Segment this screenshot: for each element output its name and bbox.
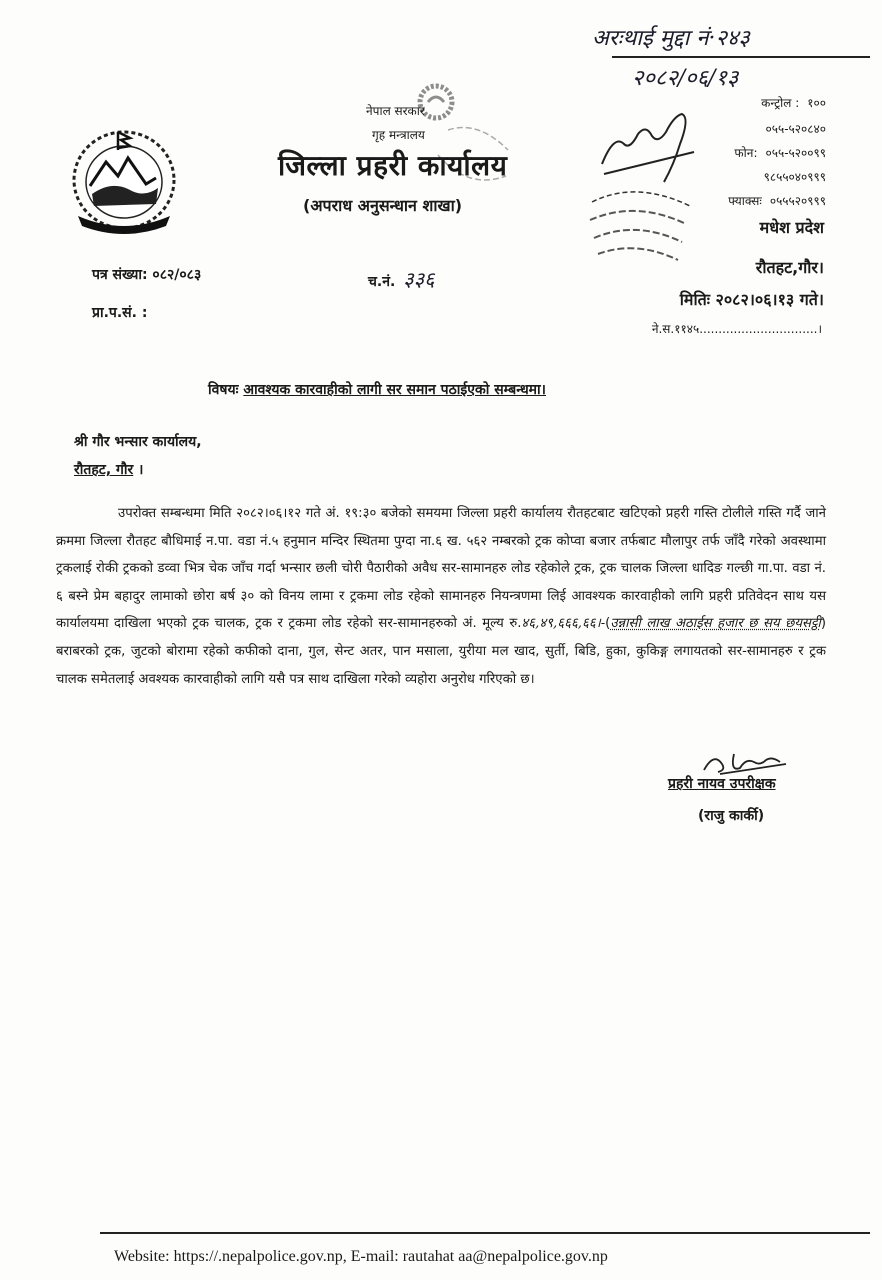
- fax-number: [728, 192, 826, 209]
- dispatch-value: ३३६: [403, 267, 435, 291]
- body-paragraph: [56, 500, 826, 693]
- phone-label: फोन:: [734, 146, 758, 160]
- customs-office-stamp: [586, 180, 696, 275]
- recipient-location-text: रौतहट, गौर: [74, 462, 134, 478]
- amount-figure: ४६,४९,६६६,६६।-: [521, 616, 606, 632]
- officer-signature: [700, 748, 790, 776]
- body-text-part2: ) बराबरको ट्रक, जुटको बोरामा रहेको कफीको दाना, गुल, सेन्ट अतर, पान मसाला, युरीया मल खाद, सुर्ती, बिडि, हुका, कुकिङ्ग लगायतको सर-सामानहरु र ट्रक चालक समेतलाई अवश्यक कारवाहीको लागि यसै पत्र साथ दाखिला गरेको व्यहोरा अनुरोध गरिएको छ।: [56, 616, 826, 687]
- recipient-location: [74, 460, 143, 479]
- phone-3: [764, 168, 826, 185]
- fax-value: ०५५५२०९९९: [769, 194, 826, 208]
- nepal-sambat-year: ने.स.११४५: [651, 322, 700, 336]
- case-number-underline: [612, 56, 870, 58]
- handwritten-case-number: अरःथाई मुद्दा नं·२४३: [592, 26, 750, 51]
- recipient-office: श्री गौर भन्सार कार्यालय,: [74, 434, 202, 450]
- subject-text: आवश्यक कारवाहीको लागी सर समान पठाईएको सम्बन्धमा।: [243, 382, 546, 398]
- control-number: [761, 94, 826, 111]
- phone-2: [734, 144, 826, 161]
- letter-date: मितिः २०८२।०६।१३ गते।: [679, 290, 824, 309]
- footer-contact: Website: https://.nepalpolice.gov.np, E-mail: rautahat aa@nepalpolice.gov.np: [114, 1248, 608, 1265]
- recipient-location-end: ।: [138, 462, 144, 478]
- nepal-sambat: [652, 320, 822, 337]
- nepal-emblem-icon: [66, 124, 182, 236]
- letter-body: [56, 500, 826, 693]
- phone-number: ०५५-५२०८४०: [765, 122, 826, 136]
- signatory-name: (राजु कार्की): [698, 808, 765, 824]
- district: रौतहट,गौर।: [755, 258, 824, 277]
- footer-divider: [100, 1232, 870, 1234]
- nepal-sambat-blank: ...............................।: [699, 322, 822, 336]
- phone-number: ०५५-५२००९९: [765, 146, 826, 160]
- dispatch-number: [368, 265, 435, 292]
- phone-1: [766, 120, 827, 137]
- signature-scribble: [594, 104, 704, 184]
- signatory-designation: प्रहरी नायव उपरीक्षक: [668, 776, 776, 792]
- fax-label: फ्याक्सः: [728, 194, 762, 208]
- reference-number: प्रा.प.सं. :: [92, 305, 148, 321]
- branch-name: (अपराध अनुसन्धान शाखा): [303, 196, 463, 215]
- handwritten-case-date: २०८२/०६/१३: [632, 66, 739, 91]
- government-name: नेपाल सरकार: [366, 104, 425, 118]
- province: मधेश प्रदेश: [759, 218, 824, 237]
- dispatch-label: च.नं.: [368, 274, 396, 290]
- amount-paren: (: [605, 616, 611, 632]
- ministry-name: गृह मन्त्रालय: [372, 128, 425, 142]
- body-text-part1: उपरोक्त सम्बन्धमा मिति २०८२।०६।१२ गते अं. १९:३० बजेको समयमा जिल्ला प्रहरी कार्यालय रौतहटबाट खटिएको प्रहरी गस्ति टोलीले गस्ति गर्दै जाने क्रममा जिल्ला रौतहट बौधिमाई न.पा. वडा नं.५ हनुमान मन्दिर स्थितमा पुग्दा ना.६ ख. ५६२ नम्बरको ट्रक कोप्वा बजार तर्फबाट मौलापुर तर्फ जाँदै गरेको अवस्थामा ट्रकलाई रोकी ट्रकको डव्वा भित्र चेक जाँच गर्दा भन्सार छली चोरी पैठारीको अवैध सर-सामानहरु लोड रहेकोले ट्रक, ट्रक चालक जिल्ला धादिङ गल्छी गा.पा. वडा नं. ६ बस्ने प्रेम बहादुर लामाको छोरा बर्ष ३० को विनय लामा र ट्रकमा लोड रहेको सामानहरु नियन्त्रणमा लिई आवश्यक कारवाहीको लागि प्रहरी प्रतिवेदन साथ यस कार्यालयमा दाखिला भएको ट्रक चालक, ट्रक र ट्रकमा लोड रहेको सर-सामानहरुको अं. मूल्य रु.: [56, 506, 826, 632]
- letter-number: पत्र संख्या: ०८२/०८३: [92, 267, 202, 283]
- subject-line: [208, 380, 546, 399]
- subject-label: विषयः: [208, 382, 239, 398]
- control-label: कन्ट्रोल :: [761, 96, 800, 110]
- office-title: जिल्ला प्रहरी कार्यालय: [278, 149, 508, 182]
- control-value: १००: [807, 96, 826, 110]
- amount-in-words: उन्नासी लाख अठाईस हजार छ सय छयसट्ठी: [610, 616, 821, 632]
- phone-number: ९८५५०४०९९९: [763, 170, 826, 184]
